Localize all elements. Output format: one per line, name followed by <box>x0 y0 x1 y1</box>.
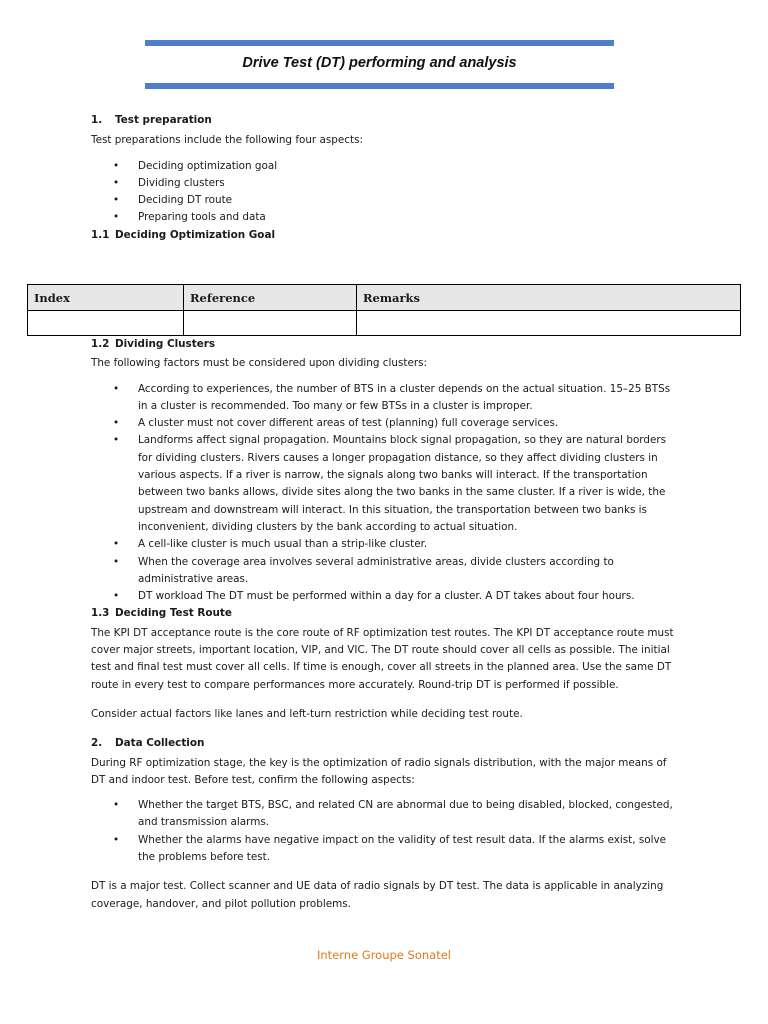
footer-classification: Interne Groupe Sonatel <box>316 948 451 962</box>
section-1-1-heading <box>91 227 681 244</box>
section-2-paragraph: DT is a major test. Collect scanner and UE data of radio signals by DT test. The data is applicable in analyzing coverage, handover, and pilot pollution problems. <box>91 880 664 910</box>
section-1-bullets <box>91 158 681 227</box>
optimization-goal-table <box>27 284 741 336</box>
list-item: • Whether the alarms have negative impact on the validity of test result data. If the alarms exist, solve the problems before test. <box>113 833 667 864</box>
section-2-bullets <box>91 797 681 866</box>
section-2-intro: During RF optimization stage, the key is the optimization of radio signals distribution, with the major means of DT and indoor test. Before test, confirm the following aspects: <box>91 756 667 786</box>
lower-content <box>91 336 681 913</box>
section-title: Test preparation <box>115 114 212 126</box>
bullet-icon: • <box>113 590 120 603</box>
section-number: 1.2 <box>91 338 110 350</box>
section-number: 2. <box>91 737 103 750</box>
section-1-intro: Test preparations include the following four aspects: <box>91 134 363 147</box>
section-1-2-bullets <box>91 381 681 606</box>
section-number: 1.1 <box>91 228 110 241</box>
list-item: • Deciding optimization goal <box>91 158 681 175</box>
bullet-icon: • <box>113 538 120 551</box>
bullet-icon: • <box>113 194 120 207</box>
upper-content <box>91 112 681 244</box>
section-title: Data Collection <box>115 737 205 750</box>
section-2-heading <box>91 735 681 752</box>
column-header-reference: Reference <box>184 285 357 311</box>
section-1-3-note: Consider actual factors like lanes and left-turn restriction while deciding test route. <box>91 707 523 720</box>
table-cell <box>28 311 184 336</box>
section-number: 1.3 <box>91 607 110 620</box>
list-item: • Dividing clusters <box>91 175 681 192</box>
bullet-icon: • <box>113 382 120 395</box>
table-row <box>28 311 741 336</box>
table-cell <box>184 311 357 336</box>
list-item: • When the coverage area involves several administrative areas, divide clusters according to administrative areas. <box>113 555 614 585</box>
section-title: Deciding Test Route <box>115 607 232 620</box>
list-item: • According to experiences, the number of BTS in a cluster depends on the actual situation. 15–25 BTSs in a cluster is recommended. Too many or few BTSs in a cluster is improper. <box>113 382 671 412</box>
list-item: • Whether the target BTS, BSC, and related CN are abnormal due to being disabled, blocked, congested, and transmission alarms. <box>113 799 673 829</box>
section-1-2-heading <box>91 336 681 353</box>
list-item: • Deciding DT route <box>91 192 681 209</box>
bullet-icon: • <box>113 417 120 430</box>
list-item: • A cluster must not cover different areas of test (planning) full coverage services. <box>91 415 681 432</box>
section-1-3-paragraph: The KPI DT acceptance route is the core route of RF optimization test routes. The KPI DT acceptance route must cover major streets, important location, VIP, and VIC. The DT route should cover all cells as possible. The initial test and final test must cover all cells. If time is enough, cover all streets in the planned area. Use the same DT route in every test to compare performances more accurately. Round-trip DT is performed if possible. <box>91 626 674 691</box>
document-title: Drive Test (DT) performing and analysis <box>242 55 517 71</box>
section-1-heading <box>91 112 681 129</box>
list-item: • Landforms affect signal propagation. Mountains block signal propagation, so they are natural borders for dividing clusters. Rivers causes a longer propagation distance, so they affect dividing clusters in various aspects. If a river is narrow, the signals along two banks will interact. If the transportation between two banks allows, divide sites along the two banks in the same cluster. If a river is wide, the upstream and downstream will interact. In this situation, the transportation between two banks is inconvenient, dividing clusters by the bank according to actual situation. <box>113 434 667 533</box>
section-1-3-heading <box>91 605 681 622</box>
bullet-icon: • <box>113 833 120 846</box>
column-header-index: Index <box>28 285 184 311</box>
bullet-icon: • <box>113 434 120 447</box>
table-header-row <box>28 285 741 311</box>
section-title: Dividing Clusters <box>115 338 216 350</box>
bullet-icon: • <box>113 176 120 189</box>
section-1-2-intro: The following factors must be considered upon dividing clusters: <box>91 357 428 370</box>
bullet-icon: • <box>113 211 120 224</box>
section-number: 1. <box>91 114 103 126</box>
bullet-icon: • <box>113 799 120 812</box>
section-title: Deciding Optimization Goal <box>115 228 276 241</box>
title-top-rule <box>145 40 614 46</box>
bullet-icon: • <box>113 555 120 568</box>
column-header-remarks: Remarks <box>357 285 741 311</box>
table-cell <box>357 311 741 336</box>
list-item: • Preparing tools and data <box>91 209 681 226</box>
bullet-icon: • <box>113 159 120 172</box>
list-item: • A cell-like cluster is much usual than a strip-like cluster. <box>91 536 681 553</box>
list-item: • DT workload The DT must be performed within a day for a cluster. A DT takes about four hours. <box>91 588 681 605</box>
title-bottom-rule <box>145 83 614 89</box>
